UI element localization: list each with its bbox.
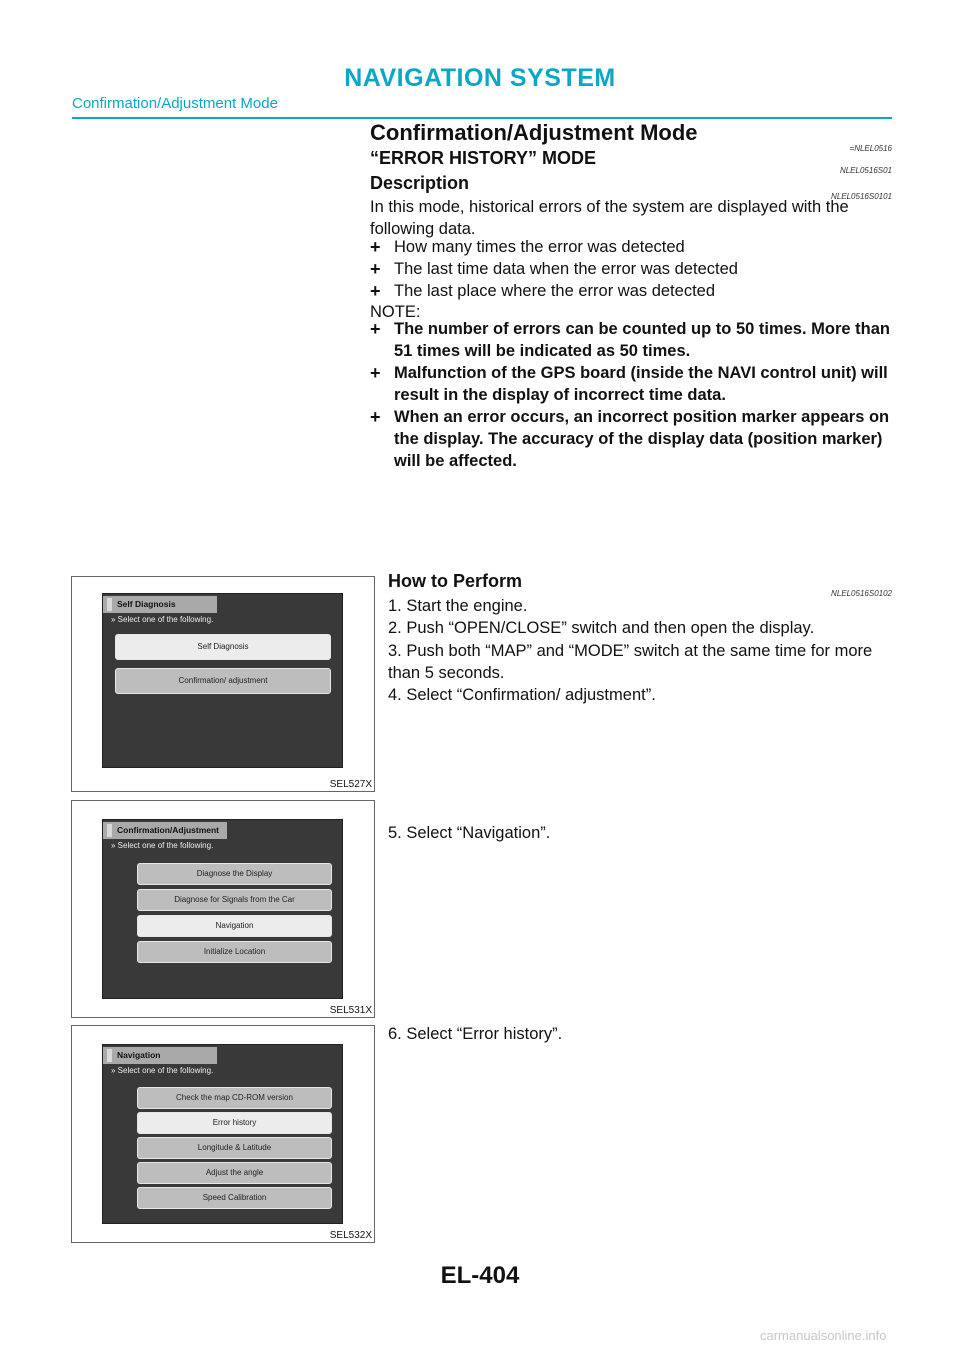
bullet-mark: + bbox=[370, 319, 381, 339]
screen-title: Self Diagnosis bbox=[103, 596, 217, 613]
header-title: NAVIGATION SYSTEM bbox=[344, 64, 616, 92]
screen bbox=[102, 819, 343, 999]
subsection-title: “ERROR HISTORY” MODE bbox=[370, 148, 597, 168]
step-item: 5. Select “Navigation”. bbox=[388, 824, 551, 842]
screen bbox=[102, 1044, 343, 1224]
diagnose-display-button[interactable]: Diagnose the Display bbox=[137, 863, 332, 885]
note-text: When an error occurs, an incorrect position marker appears on the display. The accuracy of the display data (position marker) will be affected. bbox=[394, 408, 890, 470]
check-map-cdrom-button[interactable]: Check the map CD-ROM version bbox=[137, 1087, 332, 1109]
screen-title: Navigation bbox=[103, 1047, 217, 1064]
bullet-mark: + bbox=[370, 237, 381, 257]
section-title: Confirmation/Adjustment Mode bbox=[370, 120, 698, 145]
header-subtitle: Confirmation/Adjustment Mode bbox=[72, 95, 278, 112]
bullet-mark: + bbox=[370, 281, 381, 301]
screen bbox=[102, 593, 343, 768]
screen-prompt: » Select one of the following. bbox=[111, 615, 214, 624]
figure-code: SEL527X bbox=[329, 779, 372, 790]
figure-code: SEL531X bbox=[329, 1005, 372, 1016]
page-number: EL-404 bbox=[440, 1262, 520, 1289]
description-intro: In this mode, historical errors of the system are displayed with the following data. bbox=[370, 198, 849, 238]
watermark: carmanualsonline.info bbox=[760, 1328, 887, 1343]
step-item: 2. Push “OPEN/CLOSE” switch and then open the display. bbox=[388, 619, 815, 637]
self-diagnosis-button[interactable]: Self Diagnosis bbox=[115, 634, 331, 660]
how-to-heading: How to Perform bbox=[388, 571, 523, 591]
description-code: NLEL0516S0101 bbox=[831, 192, 892, 201]
header-divider bbox=[72, 117, 892, 119]
step-item: 6. Select “Error history”. bbox=[388, 1025, 563, 1043]
figure-confirmation-adjustment bbox=[71, 800, 375, 1018]
how-to-code: NLEL0516S0102 bbox=[831, 589, 892, 598]
screen-prompt: » Select one of the following. bbox=[111, 841, 214, 850]
adjust-angle-button[interactable]: Adjust the angle bbox=[137, 1162, 332, 1184]
bullet-text: How many times the error was detected bbox=[394, 238, 685, 256]
note-text: Malfunction of the GPS board (inside the NAVI control unit) will result in the display of incorrect time data. bbox=[394, 364, 888, 404]
step-item: 1. Start the engine. bbox=[388, 597, 528, 615]
screen-prompt: » Select one of the following. bbox=[111, 1066, 214, 1075]
confirmation-adjustment-button[interactable]: Confirmation/ adjustment bbox=[115, 668, 331, 694]
longitude-latitude-button[interactable]: Longitude & Latitude bbox=[137, 1137, 332, 1159]
figure-self-diagnosis bbox=[71, 576, 375, 792]
note-label: NOTE: bbox=[370, 303, 421, 321]
subsection-code: NLEL0516S01 bbox=[839, 166, 892, 175]
speed-calibration-button[interactable]: Speed Calibration bbox=[137, 1187, 332, 1209]
note-text: The number of errors can be counted up to 50 times. More than 51 times will be indicated as 50 times. bbox=[394, 320, 890, 360]
description-heading: Description bbox=[370, 173, 470, 193]
bullet-mark: + bbox=[370, 259, 381, 279]
step-item: 4. Select “Confirmation/ adjustment”. bbox=[388, 686, 656, 704]
bullet-text: The last place where the error was detected bbox=[394, 282, 716, 300]
figure-navigation bbox=[71, 1025, 375, 1243]
screen-title: Confirmation/Adjustment bbox=[103, 822, 227, 839]
diagnose-signals-button[interactable]: Diagnose for Signals from the Car bbox=[137, 889, 332, 911]
section-code: =NLEL0516 bbox=[849, 144, 892, 153]
error-history-button[interactable]: Error history bbox=[137, 1112, 332, 1134]
initialize-location-button[interactable]: Initialize Location bbox=[137, 941, 332, 963]
bullet-text: The last time data when the error was detected bbox=[394, 260, 738, 278]
bullet-mark: + bbox=[370, 363, 381, 383]
bullet-mark: + bbox=[370, 407, 381, 427]
navigation-button[interactable]: Navigation bbox=[137, 915, 332, 937]
figure-code: SEL532X bbox=[329, 1230, 372, 1241]
step-item: 3. Push both “MAP” and “MODE” switch at the same time for more than 5 seconds. bbox=[388, 642, 873, 682]
